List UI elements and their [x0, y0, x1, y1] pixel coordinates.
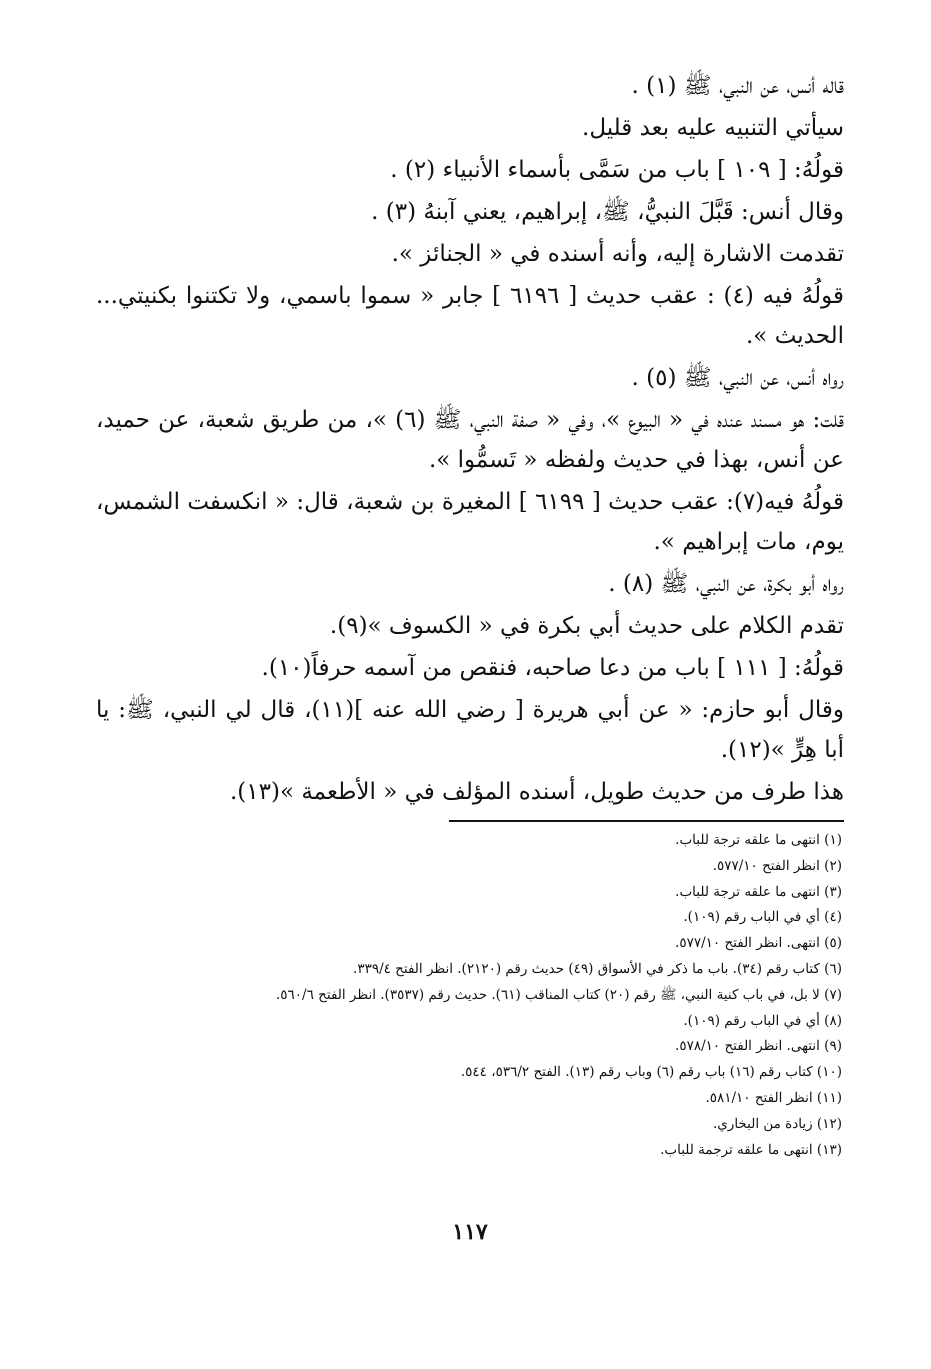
footnote: (٤) أي في الباب رقم (١٠٩).: [683, 909, 842, 926]
paragraph: سيأتي التنبيه عليه بعد قليل.: [582, 115, 844, 141]
paragraph: قولُهُ: [ ١١١ ] باب من دعا صاحبه، فنقص من آسمه حرفاً(١٠).: [261, 655, 844, 681]
footnote: (٥) انتهى. انظر الفتح ٥٧٧/١٠.: [675, 935, 842, 952]
footnote: (١) انتهى ما علقه ترجة للباب.: [675, 832, 842, 848]
footnotes: [96, 828, 844, 1163]
footnote: (٨) أي في الباب رقم (١٠٩).: [683, 1012, 842, 1029]
footnote: (١١) انظر الفتح ٥٨١/١٠.: [705, 1089, 842, 1106]
page-number: ١١٧: [452, 1219, 488, 1245]
paragraph: وقال أبو حازم: « عن أبي هريرة [ رضي الله عنه ](١١)، قال لي النبي، ﷺ: يا أبا هِرٍّ »(١٢).: [96, 697, 844, 763]
footnote: (١٣) انتهى ما علقه ترجمة للباب.: [660, 1141, 842, 1158]
paragraph: قولُهُ فيه (٤) : عقب حديث [ ٦١٩٦ ] جابر « سموا باسمي، ولا تكتنوا بكنيتي... الحديث ».: [96, 283, 845, 349]
book-page: [96, 66, 844, 1326]
paragraph: وقال أنس: قَبَّلَ النبيُّ، ﷺ، إبراهيم، يعني آبنهُ (٣) .: [371, 199, 844, 225]
paragraph: قلت: هو مسند عنده في « البيوع »، وفي « صفة النبي، ﷺ (٦) »، من طريق شعبة، عن حميد، عن أنس، بهذا في حديث ولفظه « تَسمُّوا ».: [96, 407, 844, 473]
footnote: (٦) كتاب رقم (٣٤). باب ما ذكر في الأسواق (٤٩) حديث رقم (٢١٢٠). انظر الفتح ٣٣٩/٤.: [353, 960, 842, 977]
main-text: [96, 66, 844, 812]
paragraph: تقدم الكلام على حديث أبي بكرة في « الكسوف »(٩).: [329, 613, 844, 639]
footnote: (١٢) زيادة من البخاري.: [712, 1115, 842, 1132]
paragraph: قولُهُ فيه(٧): عقب حديث [ ٦١٩٩ ] المغيرة بن شعبة، قال: « انكسفت الشمس، يوم، مات إبراهيم ».: [96, 489, 844, 555]
paragraph: تقدمت الاشارة إليه، وأنه أسنده في « الجنائز ».: [391, 241, 844, 267]
paragraph: قولُهُ: [ ١٠٩ ] باب من سَمَّى بأسماء الأنبياء (٢) .: [390, 157, 844, 183]
paragraph: هذا طرف من حديث طويل، أسنده المؤلف في « الأطعمة »(١٣).: [229, 779, 844, 805]
paragraph: رواه أبو بكرة، عن النبي، ﷺ (٨) .: [608, 571, 844, 597]
footnote: (٣) انتهى ما علقه ترجة للباب.: [675, 883, 842, 900]
footnote: (٧) لا بل، في باب كنية النبي، ﷺ رقم (٢٠) كتاب المناقب (٦١). حديث رقم (٣٥٣٧). انظر الفتح ٥٦٠/٦.: [276, 986, 842, 1003]
paragraph: رواه أنس، عن النبي، ﷺ (٥) .: [631, 365, 844, 391]
footnote: (٢) انظر الفتح ٥٧٧/١٠.: [712, 857, 842, 874]
footnote-divider: [449, 820, 844, 822]
footnote: (١٠) كتاب رقم (١٦) باب رقم (٦) وباب رقم (١٣). الفتح ٥٣٦/٢، ٥٤٤.: [460, 1064, 842, 1081]
paragraph: قاله أنس، عن النبي، ﷺ (١) .: [631, 73, 844, 99]
footnote: (٩) انتهى. انظر الفتح ٥٧٨/١٠.: [675, 1038, 842, 1055]
